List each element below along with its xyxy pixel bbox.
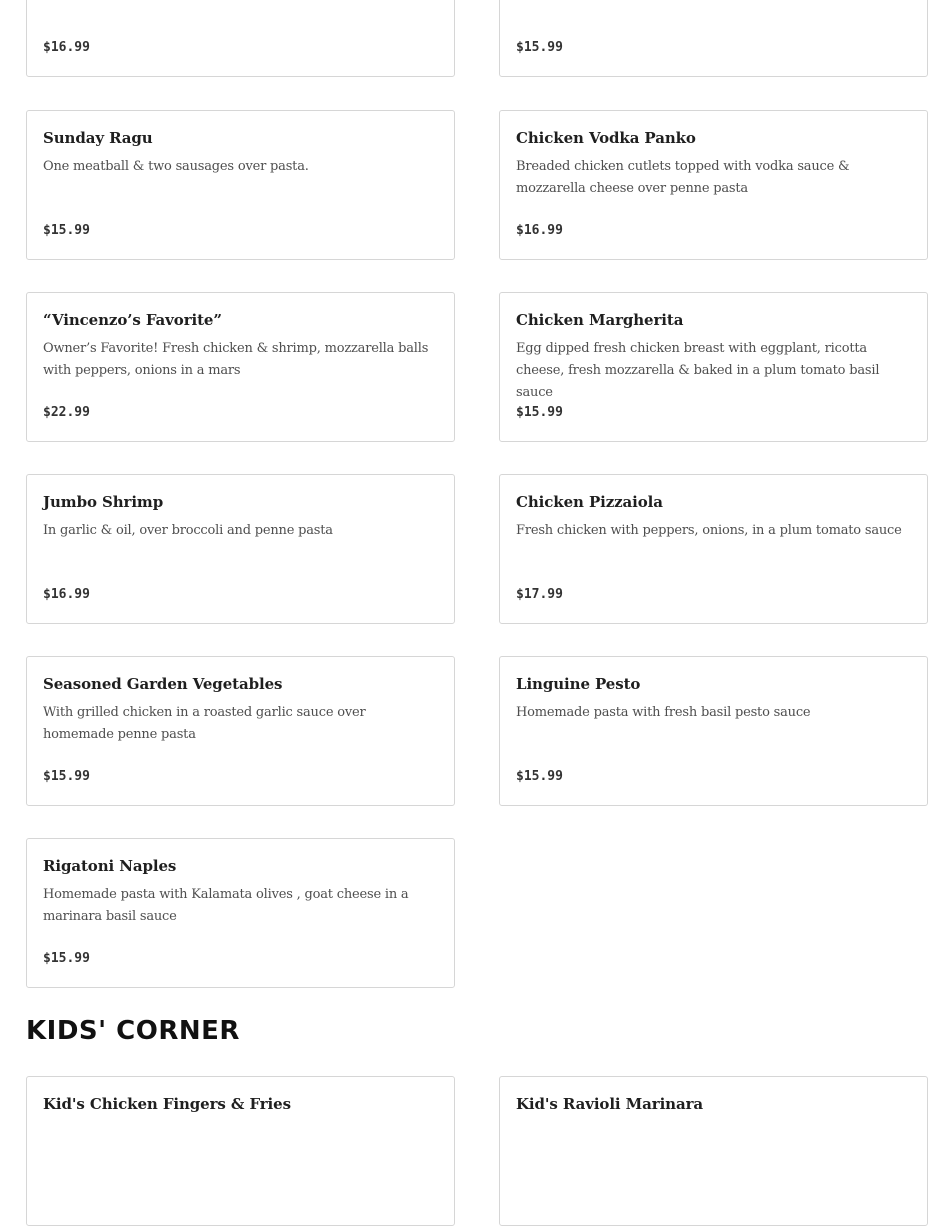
menu-item-price: $15.99 — [43, 951, 90, 966]
menu-item-card[interactable] — [499, 656, 928, 806]
menu-item-card[interactable] — [499, 292, 928, 442]
menu-item-card[interactable] — [26, 292, 455, 442]
menu-item-price: $15.99 — [43, 769, 90, 784]
menu-item-name: Linguine Pesto — [516, 675, 641, 693]
menu-item-name: Chicken Margherita — [516, 311, 684, 329]
section-heading-kids-corner: KIDS' CORNER — [26, 1016, 240, 1046]
menu-item-price: $22.99 — [43, 405, 90, 420]
menu-item-name: Chicken Pizzaiola — [516, 493, 663, 511]
menu-item-name: Chicken Vodka Panko — [516, 129, 696, 147]
menu-item-name: Rigatoni Naples — [43, 857, 177, 875]
menu-item-description: In garlic & oil, over broccoli and penne pasta — [43, 523, 333, 538]
menu-item-card[interactable] — [499, 0, 928, 77]
menu-item-card[interactable] — [26, 838, 455, 988]
menu-item-card[interactable] — [499, 474, 928, 624]
menu-item-description: Fresh chicken with peppers, onions, in a plum tomato sauce — [516, 523, 902, 538]
menu-item-card[interactable] — [26, 656, 455, 806]
menu-item-price: $15.99 — [43, 223, 90, 238]
menu-item-price: $16.99 — [43, 40, 90, 55]
menu-item-description: Homemade pasta with fresh basil pesto sauce — [516, 705, 811, 720]
menu-item-description: Egg dipped fresh chicken breast with eggplant, ricotta cheese, fresh mozzarella & baked in a plum tomato basil sauce — [516, 341, 880, 400]
menu-item-price: $16.99 — [516, 223, 563, 238]
menu-item-price: $15.99 — [516, 405, 563, 420]
menu-item-name: Sunday Ragu — [43, 129, 153, 147]
menu-item-card[interactable] — [26, 474, 455, 624]
menu-item-name: Jumbo Shrimp — [43, 493, 164, 511]
menu-item-card[interactable] — [26, 0, 455, 77]
menu-item-name: Seasoned Garden Vegetables — [43, 675, 283, 693]
menu-item-description: Owner’s Favorite! Fresh chicken & shrimp, mozzarella balls with peppers, onions in a mars — [43, 341, 429, 378]
menu-item-card[interactable] — [499, 110, 928, 260]
menu-item-price: $15.99 — [516, 769, 563, 784]
menu-item-price: $17.99 — [516, 587, 563, 602]
menu-item-description: With grilled chicken in a roasted garlic sauce over homemade penne pasta — [43, 705, 366, 742]
menu-item-price: $15.99 — [516, 40, 563, 55]
menu-item-price: $16.99 — [43, 587, 90, 602]
menu-item-card[interactable] — [499, 1076, 928, 1226]
menu-item-name: “Vincenzo’s Favorite” — [43, 311, 222, 329]
menu-item-description: Homemade pasta with Kalamata olives , goat cheese in a marinara basil sauce — [43, 887, 409, 924]
menu-item-description: Breaded chicken cutlets topped with vodka sauce & mozzarella cheese over penne pasta — [516, 159, 850, 196]
menu-item-name: Kid's Chicken Fingers & Fries — [43, 1095, 291, 1113]
menu-item-card[interactable] — [26, 110, 455, 260]
menu-item-card[interactable] — [26, 1076, 455, 1226]
menu-item-name: Kid's Ravioli Marinara — [516, 1095, 704, 1113]
menu-item-description: One meatball & two sausages over pasta. — [43, 159, 309, 174]
